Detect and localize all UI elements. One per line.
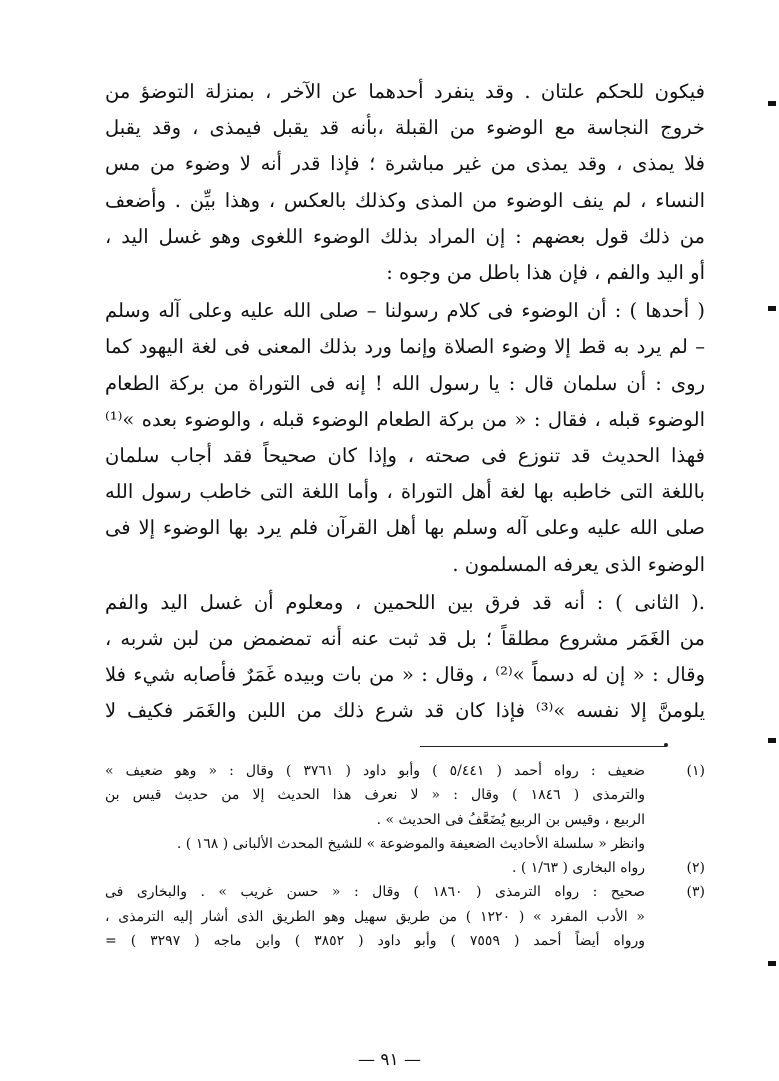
text-line: .( الثانى ) : أنه قد فرق بين اللحمين ، ومعلوم أن غسل اليد والفم <box>105 590 705 614</box>
margin-mark <box>768 101 776 106</box>
paragraph <box>105 74 705 291</box>
text-line: فيكون للحكم علتان . وقد ينفرد أحدهما عن الآخر ، بمنزلة التوضؤ من <box>105 80 705 103</box>
text-line: – لم يرد به قط إلا وضوء الصلاة وإنما ورد بذلك المعنى فى لغة اليهود كما <box>105 335 705 359</box>
margin-mark <box>768 738 776 743</box>
paragraph <box>105 585 705 730</box>
text-line: يلومنَّ إلا نفسه »⁽³⁾ فإذا كان قد شرع ذلك من اللبن والغَمَر فكيف لا <box>105 699 705 723</box>
footnote-line: وانظر « سلسلة الأحاديث الضعيفة والموضوعة » للشيخ المحدث الألبانى ( ١٦٨ ) . <box>176 835 645 852</box>
footnote-3 <box>105 880 705 953</box>
text-line: وقال : « إن له دسماً »⁽²⁾ ، وقال : « من بات وبيده غَمَرٌ فأصابه شيء فلا <box>105 663 705 687</box>
footnote-line: والترمذى ( ١٨٤٦ ) وقال : « لا نعرف هذا الحديث إلا من حديث قيس بن <box>105 787 645 804</box>
page-number: — ٩١ — <box>357 1050 422 1070</box>
footnote-number: (١) <box>686 763 705 779</box>
footnote-number: (٢) <box>686 860 705 877</box>
text-line: من ذلك قول بعضهم : إن المراد بذلك الوضوء اللغوى وهو غسل اليد ، <box>105 224 705 248</box>
text-line: الوضوء قبله ، فقال : « من بركة الطعام الوضوء قبله ، والوضوء بعده »⁽¹⁾ <box>105 407 705 431</box>
footnote-number: (٣) <box>686 884 705 901</box>
text-line: فلا يمذى ، وقد يمذى من غير مباشرة ؛ فإذا قدر أنه لا وضوء من مس <box>105 152 705 176</box>
footnote-line: « الأدب المفرد » ( ١٢٢٠ ) من طريق سهيل وهو الطريق الذى أشار إليه الترمذى ، <box>105 908 645 925</box>
text-line: خروج النجاسة مع الوضوء من القبلة ،بأنه قد يقبل فيمذى ، وقد يقبل <box>105 116 705 140</box>
footnote-line: صحيح : رواه الترمذى ( ١٨٦٠ ) وقال : « حسن غريب » . والبخارى فى <box>105 884 645 901</box>
footnote-1 <box>105 759 705 856</box>
footnote-line: ورواه أيضاً أحمد ( ٧٥٥٩ ) وأبو داود ( ٣٨٥٢ ) وابن ماجه ( ٣٢٩٧ ) = <box>105 933 645 950</box>
main-text <box>105 74 705 730</box>
text-line: أو اليد والفم ، فإن هذا باطل من وجوه : <box>386 261 705 285</box>
text-line: روى : أن سلمان قال : يا رسول الله ! إنه فى التوراة من بركة الطعام <box>105 371 705 395</box>
text-line: باللغة التى خاطبه بها لغة أهل التوراة ، وأما اللغة التى خاطب رسول الله <box>105 480 705 504</box>
footnote-separator <box>420 746 665 747</box>
text-line: ( أحدها ) : أن الوضوء فى كلام رسولنا – صلى الله عليه وعلى آله وسلم <box>105 299 705 323</box>
text-line: صلى الله عليه وعلى آله وسلم بها أهل القرآن فلم يرد بها الوضوء إلا فى <box>105 516 705 540</box>
footnote-line: ضعيف : رواه أحمد ( ٥/٤٤١ ) وأبو داود ( ٣٧٦١ ) وقال : « وهو ضعيف » <box>105 763 645 779</box>
paragraph <box>105 293 705 583</box>
margin-mark <box>768 306 776 311</box>
margin-mark <box>768 961 776 966</box>
footnotes <box>105 759 705 953</box>
footnote-line: رواه البخارى ( ١/٦٣ ) . <box>511 860 645 877</box>
separator-dot <box>664 743 668 747</box>
footnote-line: الربيع ، وقيس بن الربيع يُضَعَّفُ فى الحديث » . <box>376 811 645 828</box>
text-line: النساء ، لم ينف الوضوء من المذى وكذلك بالعكس ، وهذا بيِّن . وأضعف <box>105 188 705 212</box>
text-line: فهذا الحديث قد تنوزع فى صحته ، وإذا كان صحيحاً فقد أجاب سلمان <box>105 444 705 468</box>
text-line: من الغَمَر مشروع مطلقاً ؛ بل قد ثبت عنه أنه تمضمض من لبن شربه ، <box>105 627 705 651</box>
text-line: الوضوء الذى يعرفه المسلمون . <box>452 552 705 576</box>
footnote-2 <box>105 856 705 880</box>
